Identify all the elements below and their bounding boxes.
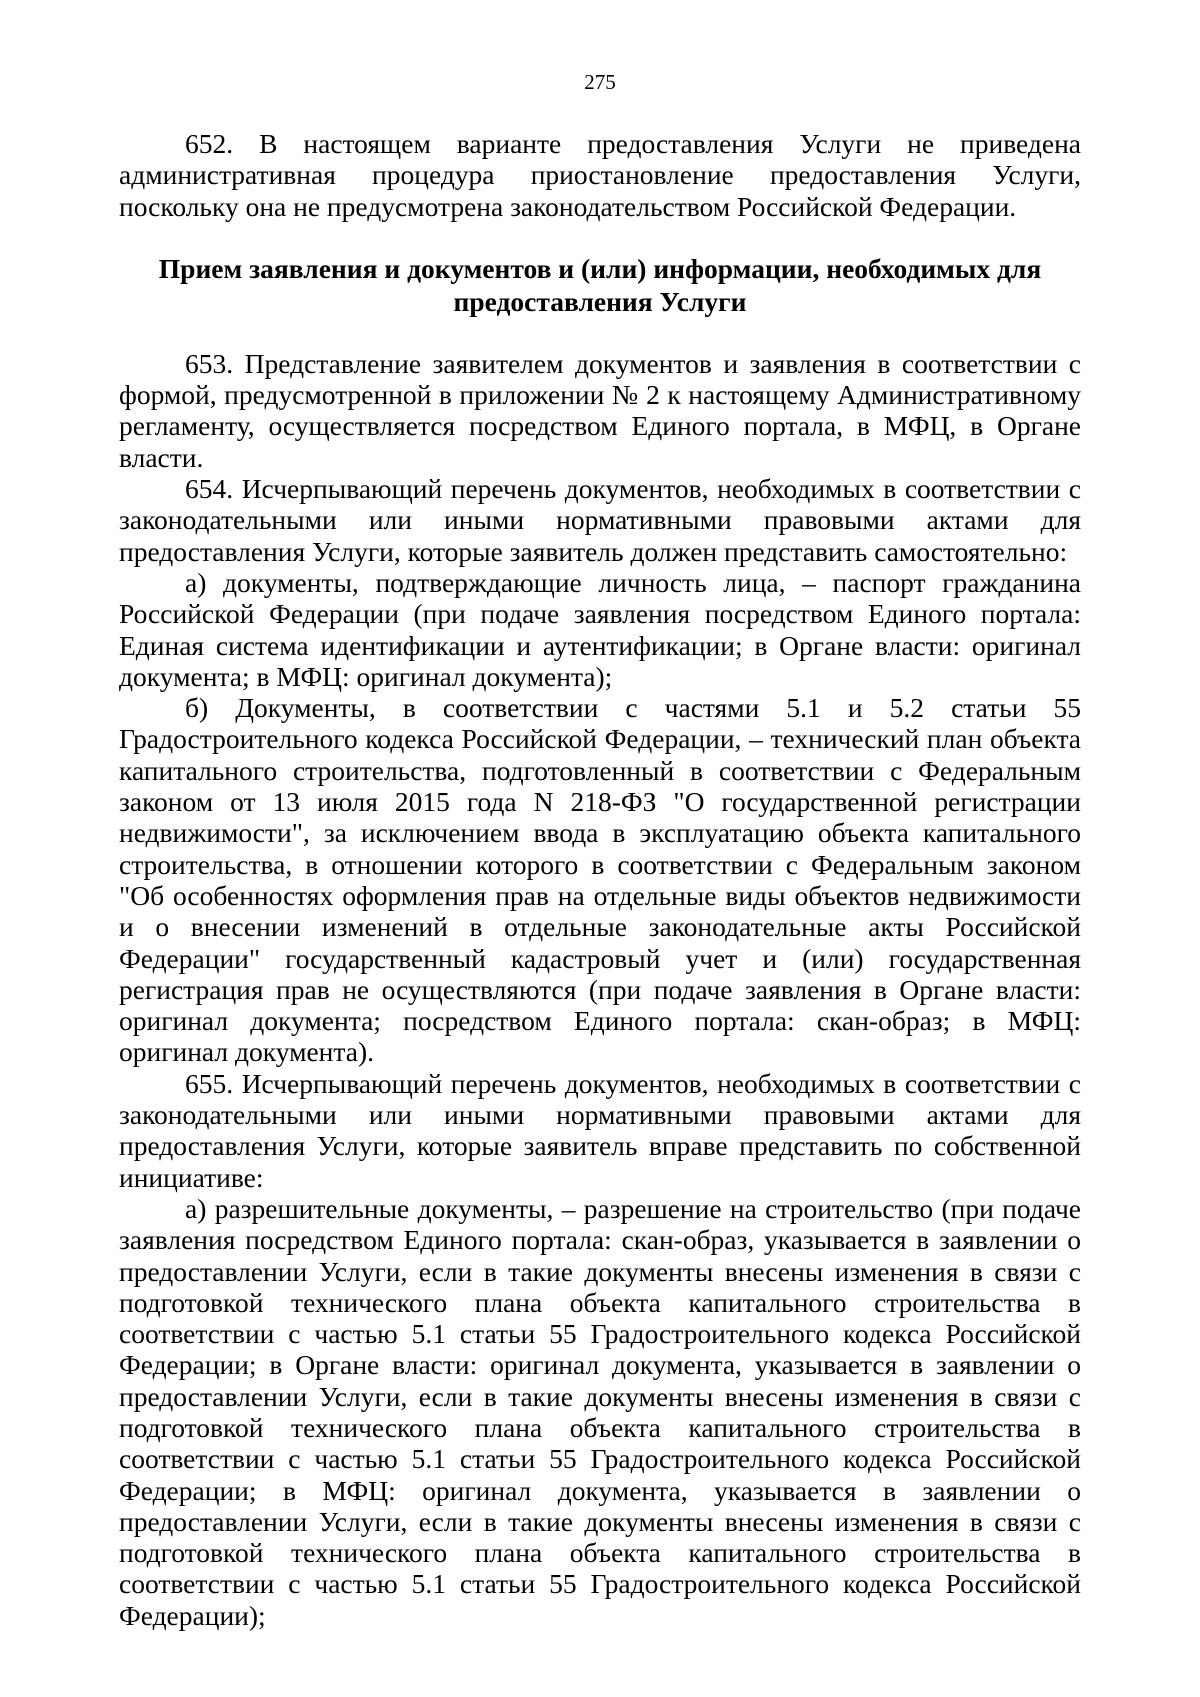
paragraph-653: 653. Представление заявителем документов и заявления в соответствии с формой, предусмотренной в приложении № 2 к настоящему Административному регламенту, осуществляется посредством Единого портала, в МФЦ, в Органе власти. <box>119 347 1081 473</box>
document-body <box>119 128 1081 1631</box>
paragraph-654: 654. Исчерпывающий перечень документов, необходимых в соответствии с законодательными или иными нормативными правовыми актами для предоставления Услуги, которые заявитель должен представить самостоятельно: <box>119 473 1081 567</box>
paragraph-652: 652. В настоящем варианте предоставления Услуги не приведена административная процедура приостановление предоставления Услуги, поскольку она не предусмотрена законодательством Российской Федерации. <box>119 128 1081 222</box>
paragraph-654-b: б) Документы, в соответствии с частями 5.1 и 5.2 статьи 55 Градостроительного кодекса Российской Федерации, – технический план объекта капитального строительства, подготовленный в соответствии с Федеральным законом от 13 июля 2015 года N 218-ФЗ "О государственной регистрации недвижимости", за исключением ввода в эксплуатацию объекта капитального строительства, в отношении которого в соответствии с Федеральным законом "Об особенностях оформления прав на отдельные виды объектов недвижимости и о внесении изменений в отдельные законодательные акты Российской Федерации" государственный кадастровый учет и (или) государственная регистрация прав не осуществляются (при подаче заявления в Органе власти: оригинал документа; посредством Единого портала: скан-образ; в МФЦ: оригинал документа). <box>119 692 1081 1068</box>
page-number: 275 <box>584 70 616 94</box>
paragraph-655: 655. Исчерпывающий перечень документов, необходимых в соответствии с законодательными или иными нормативными правовыми актами для предоставления Услуги, которые заявитель вправе представить по собственной инициативе: <box>119 1067 1081 1193</box>
paragraph-654-a: а) документы, подтверждающие личность лица, – паспорт гражданина Российской Федерации (при подаче заявления посредством Единого портала: Единая система идентификации и аутентификации; в Органе власти: оригинал документа; в МФЦ: оригинал документа); <box>119 566 1081 692</box>
paragraph-655-a: а) разрешительные документы, – разрешение на строительство (при подаче заявления посредством Единого портала: скан-образ, указывается в заявлении о предоставлении Услуги, если в такие документы внесены изменения в связи с подготовкой технического плана объекта капитального строительства в соответствии с частью 5.1 статьи 55 Градостроительного кодекса Российской Федерации; в Органе власти: оригинал документа, указывается в заявлении о предоставлении Услуги, если в такие документы внесены изменения в связи с подготовкой технического плана объекта капитального строительства в соответствии с частью 5.1 статьи 55 Градостроительного кодекса Российской Федерации; в МФЦ: оригинал документа, указывается в заявлении о предоставлении Услуги, если в такие документы внесены изменения в связи с подготовкой технического плана объекта капитального строительства в соответствии с частью 5.1 статьи 55 Градостроительного кодекса Российской Федерации); <box>119 1192 1081 1631</box>
section-heading: Прием заявления и документов и (или) информации, необходимых для предоставления Услуги <box>158 252 1042 317</box>
